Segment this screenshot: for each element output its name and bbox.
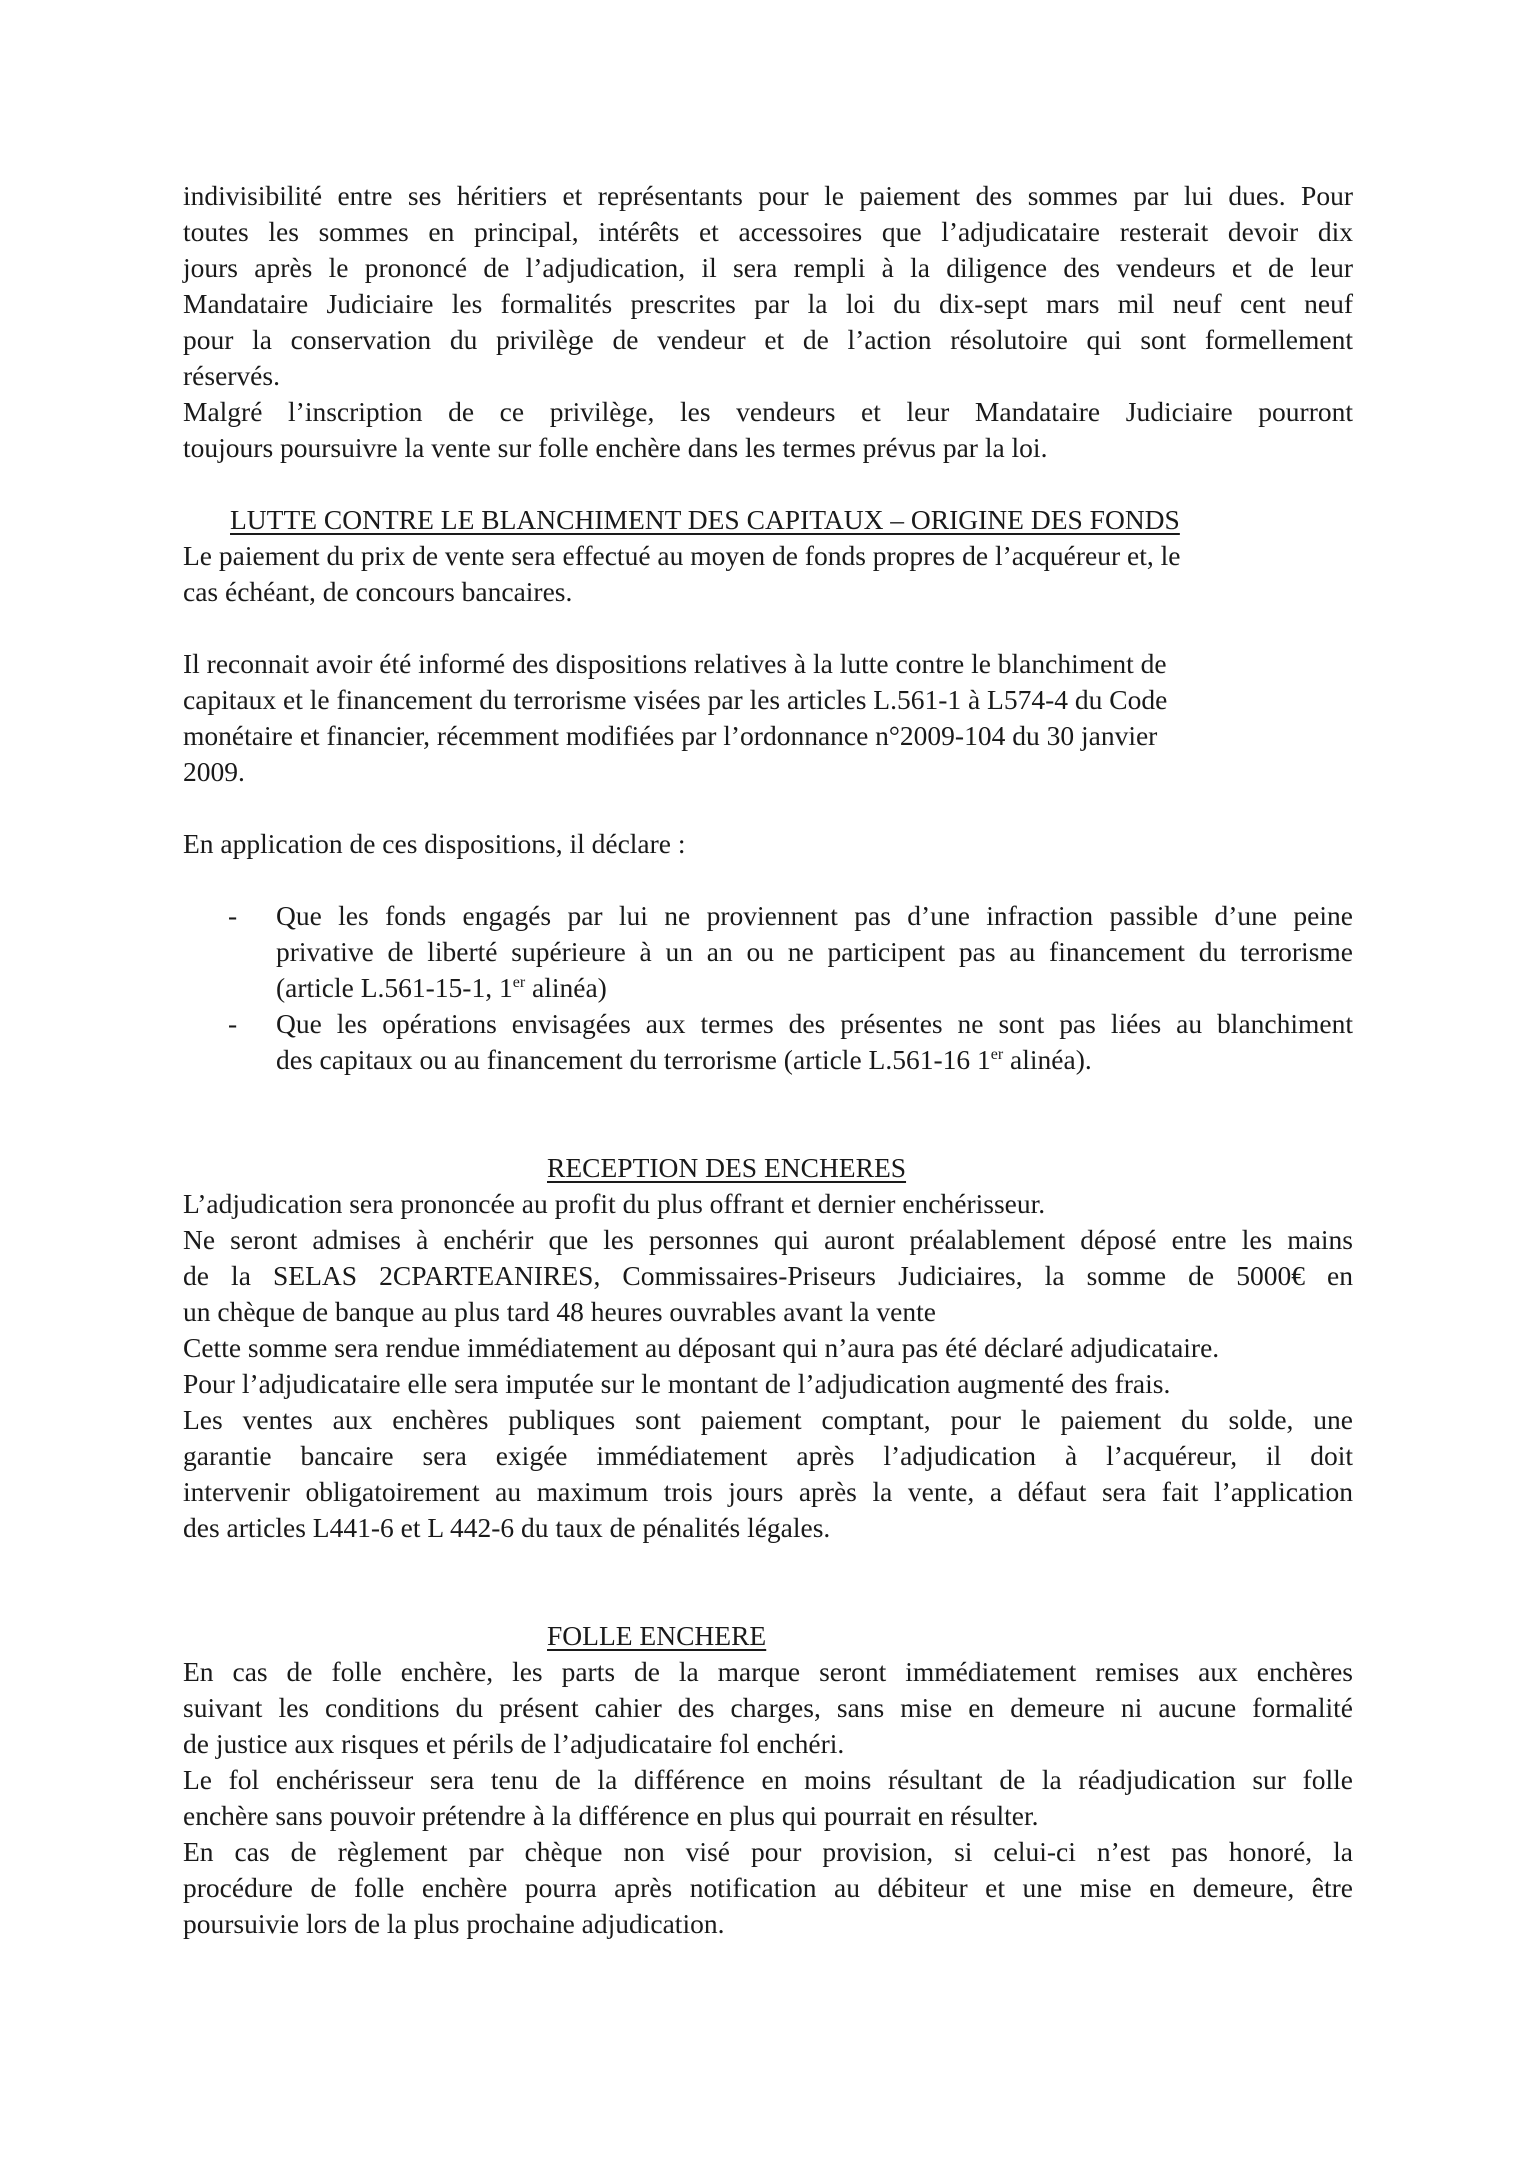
text-line: un chèque de banque au plus tard 48 heures ouvrables avant la vente	[183, 1296, 936, 1327]
superscript: er	[990, 1046, 1004, 1063]
text-line: capitaux et le financement du terrorisme visées par les articles L.561-1 à L574-4 du Code	[183, 684, 1168, 715]
text-line: Mandataire Judiciaire les formalités prescrites par la loi du dix-sept mars mil neuf cent neuf	[183, 288, 1353, 319]
text-line: de la SELAS 2CPARTEANIRES, Commissaires-Priseurs Judiciaires, la somme de 5000€ en	[183, 1260, 1353, 1291]
text-line: Pour l’adjudicataire elle sera imputée sur le montant de l’adjudication augmenté des frais.	[183, 1368, 1171, 1399]
section-heading-folle-enchere: FOLLE ENCHERE	[547, 1620, 767, 1651]
text-line: poursuivie lors de la plus prochaine adjudication.	[183, 1908, 725, 1939]
text-line: réservés.	[183, 360, 280, 391]
paragraph-folle-enchere-right	[183, 394, 1353, 466]
paragraph-folle-enchere	[183, 1654, 1353, 1942]
text-line: intervenir obligatoirement au maximum trois jours après la vente, a défaut sera fait l’application	[183, 1476, 1353, 1507]
text-line: En cas de règlement par chèque non visé pour provision, si celui-ci n’est pas honoré, la	[183, 1836, 1353, 1867]
text-line: Les ventes aux enchères publiques sont paiement comptant, pour le paiement du solde, une	[183, 1404, 1353, 1435]
superscript: er	[512, 974, 526, 991]
text-line	[276, 1042, 1353, 1078]
text-line: 2009.	[183, 756, 245, 787]
text-line: enchère sans pouvoir prétendre à la différence en plus qui pourrait en résulter.	[183, 1800, 1039, 1831]
list-item	[183, 898, 1353, 1006]
text-line: toutes les sommes en principal, intérêts et accessoires que l’adjudicataire resterait devoir dix	[183, 216, 1353, 247]
text-line: toujours poursuivre la vente sur folle enchère dans les termes prévus par la loi.	[183, 432, 1048, 463]
text-line: indivisibilité entre ses héritiers et représentants pour le paiement des sommes par lui dues. Pour	[183, 180, 1353, 211]
text-fragment: des capitaux ou au financement du terrorisme (article L.561-16 1	[276, 1044, 991, 1075]
text-line	[276, 970, 1353, 1006]
paragraph-payment-funds	[183, 538, 1353, 610]
paragraph-acknowledgement	[183, 646, 1353, 790]
text-line: En application de ces dispositions, il déclare :	[183, 828, 686, 859]
text-line: de justice aux risques et périls de l’adjudicataire fol enchéri.	[183, 1728, 845, 1759]
text-line: garantie bancaire sera exigée immédiatement après l’adjudication à l’acquéreur, il doit	[183, 1440, 1353, 1471]
text-fragment: (article L.561-15-1, 1	[276, 972, 513, 1003]
section-heading-reception: RECEPTION DES ENCHERES	[547, 1152, 907, 1183]
text-line: Cette somme sera rendue immédiatement au déposant qui n’aura pas été déclaré adjudicataire.	[183, 1332, 1220, 1363]
text-line: Ne seront admises à enchérir que les personnes qui auront préalablement déposé entre les mains	[183, 1224, 1353, 1255]
paragraph-privilege	[183, 178, 1353, 394]
list-item	[183, 1006, 1353, 1078]
text-line: privative de liberté supérieure à un an ou ne participent pas au financement du terrorisme	[276, 936, 1353, 967]
paragraph-declaration-intro	[183, 826, 1353, 862]
text-line: suivant les conditions du présent cahier des charges, sans mise en demeure ni aucune formalité	[183, 1692, 1353, 1723]
paragraph-reception	[183, 1186, 1353, 1546]
text-line: Que les opérations envisagées aux termes des présentes ne sont pas liées au blanchiment	[276, 1008, 1353, 1039]
text-fragment: alinéa)	[525, 972, 607, 1003]
text-line: Malgré l’inscription de ce privilège, les vendeurs et leur Mandataire Judiciaire pourront	[183, 396, 1353, 427]
text-line: Il reconnait avoir été informé des dispositions relatives à la lutte contre le blanchiment de	[183, 648, 1167, 679]
text-fragment: alinéa).	[1003, 1044, 1092, 1075]
text-line: procédure de folle enchère pourra après notification au débiteur et une mise en demeure, être	[183, 1872, 1353, 1903]
text-line: pour la conservation du privilège de vendeur et de l’action résolutoire qui sont formellement	[183, 324, 1353, 355]
section-heading-blanchiment: LUTTE CONTRE LE BLANCHIMENT DES CAPITAUX – ORIGINE DES FONDS	[230, 504, 1180, 535]
dash-bullet-icon: -	[228, 900, 238, 931]
text-line: des articles L441-6 et L 442-6 du taux de pénalités légales.	[183, 1512, 831, 1543]
text-line: L’adjudication sera prononcée au profit du plus offrant et dernier enchérisseur.	[183, 1188, 1046, 1219]
text-line: Le paiement du prix de vente sera effectué au moyen de fonds propres de l’acquéreur et, le	[183, 540, 1181, 571]
text-line: En cas de folle enchère, les parts de la marque seront immédiatement remises aux enchères	[183, 1656, 1353, 1687]
text-line: cas échéant, de concours bancaires.	[183, 576, 573, 607]
dash-bullet-icon: -	[228, 1008, 238, 1039]
text-line: jours après le prononcé de l’adjudication, il sera rempli à la diligence des vendeurs et de leur	[183, 252, 1353, 283]
text-line: monétaire et financier, récemment modifiées par l’ordonnance n°2009-104 du 30 janvier	[183, 720, 1158, 751]
text-line: Que les fonds engagés par lui ne proviennent pas d’une infraction passible d’une peine	[276, 900, 1353, 931]
text-line: Le fol enchérisseur sera tenu de la différence en moins résultant de la réadjudication sur folle	[183, 1764, 1353, 1795]
document-page	[183, 178, 1353, 1942]
